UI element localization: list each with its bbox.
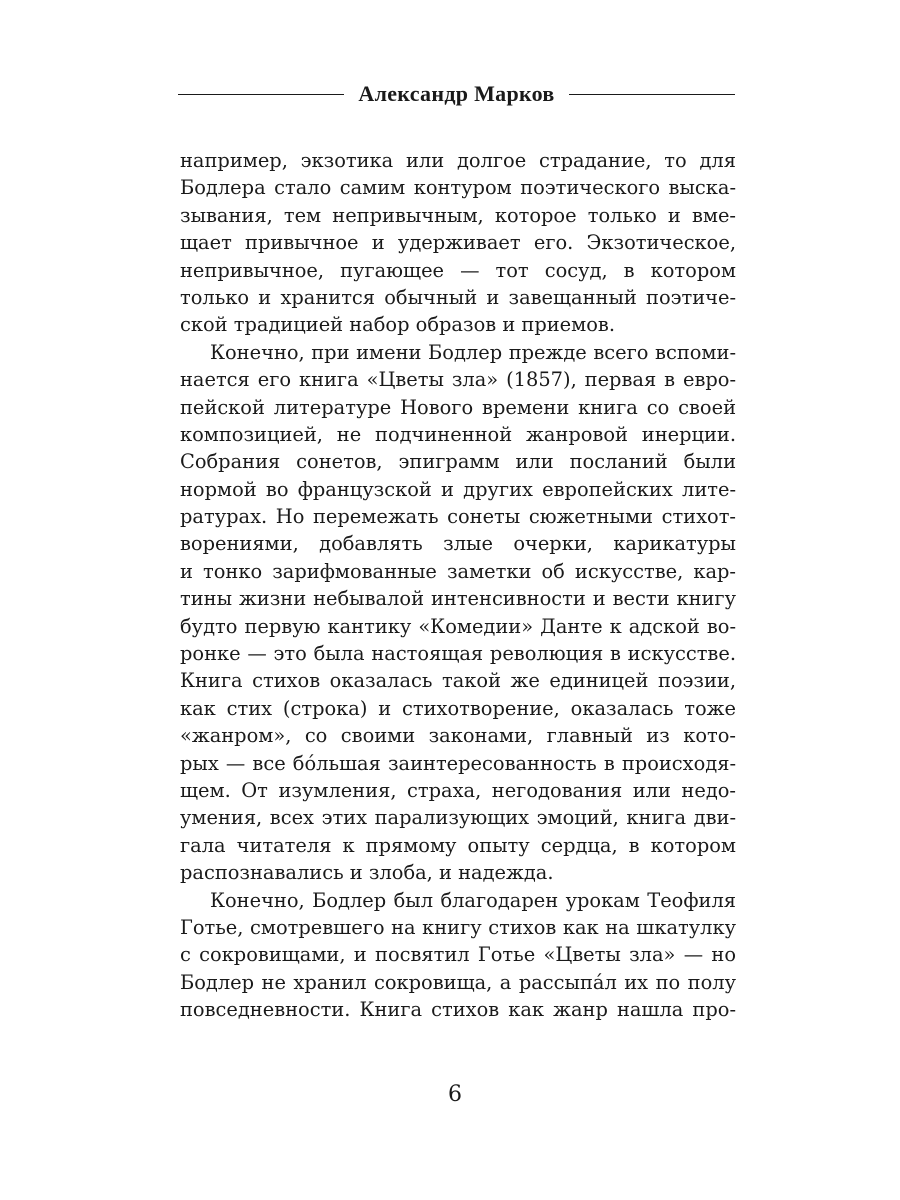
text-line: ской традицией набор образов и приемов. (180, 313, 615, 337)
text-line: только и хранится обычный и завещанный поэтиче- (180, 285, 736, 309)
text-line: Бодлер не хранил сокровища, а рассыпáл их по полу (180, 970, 736, 994)
text-line: гала читателя к прямому опыту сердца, в котором (180, 833, 736, 857)
paragraph-first-line: Конечно, при имени Бодлер прежде всего вспоми- (210, 340, 736, 364)
text-line: ратурах. Но перемежать сонеты сюжетными стихот- (180, 505, 736, 529)
text-line: зывания, тем непривычным, которое только и вме- (180, 203, 736, 227)
text-line: Бодлера стало самим контуром поэтического выска- (180, 176, 736, 200)
running-head-author: Александр Марков (358, 81, 555, 106)
text-line: как стих (строка) и стихотворение, оказалась тоже (180, 696, 736, 720)
text-line: например, экзотика или долгое страдание, то для (180, 149, 736, 172)
page-number: 6 (448, 1082, 462, 1107)
text-line: непривычное, пугающее — тот сосуд, в котором (180, 258, 736, 282)
text-line: щает привычное и удерживает его. Экзотическое, (180, 231, 736, 255)
paragraph-first-line: Конечно, Бодлер был благодарен урокам Теофиля (210, 888, 736, 912)
running-head-rule-left (178, 94, 344, 95)
body-text (180, 147, 736, 1024)
text-line: умения, всех этих парализующих эмоций, книга дви- (180, 806, 736, 830)
text-line: Книга стихов оказалась такой же единицей поэзии, (180, 669, 736, 693)
text-line: Готье, смотревшего на книгу стихов как на шкатулку (180, 915, 736, 939)
running-head-rule-right (569, 94, 735, 95)
running-head (178, 80, 735, 108)
text-line: нается его книга «Цветы зла» (1857), первая в евро- (180, 368, 736, 392)
text-line: с сокровищами, и посвятил Готье «Цветы зла» — но (180, 943, 736, 967)
text-line: повседневности. Книга стихов как жанр нашла про- (180, 998, 736, 1022)
text-line: «жанром», со своими законами, главный из кото- (180, 724, 736, 748)
text-line: щем. От изумления, страха, негодования или недо- (180, 778, 736, 802)
text-line: пейской литературе Нового времени книга со своей (180, 395, 736, 419)
text-line: рых — все бóльшая заинтересованность в происходя- (180, 751, 736, 775)
text-line: Собрания сонетов, эпиграмм или посланий были (180, 450, 736, 474)
text-line: распознавались и злоба, и надежда. (180, 861, 554, 885)
text-line: будто первую кантику «Комедии» Данте к адской во- (180, 614, 736, 638)
text-line: тины жизни небывалой интенсивности и вести книгу (180, 587, 736, 611)
text-line: композицией, не подчиненной жанровой инерции. (180, 422, 736, 446)
text-line: и тонко зарифмованные заметки об искусстве, кар- (180, 559, 736, 583)
text-line: нормой во французской и других европейских лите- (180, 477, 736, 501)
text-line: ронке — это была настоящая революция в искусстве. (180, 642, 736, 666)
text-line: ворениями, добавлять злые очерки, карикатуры (180, 532, 736, 556)
